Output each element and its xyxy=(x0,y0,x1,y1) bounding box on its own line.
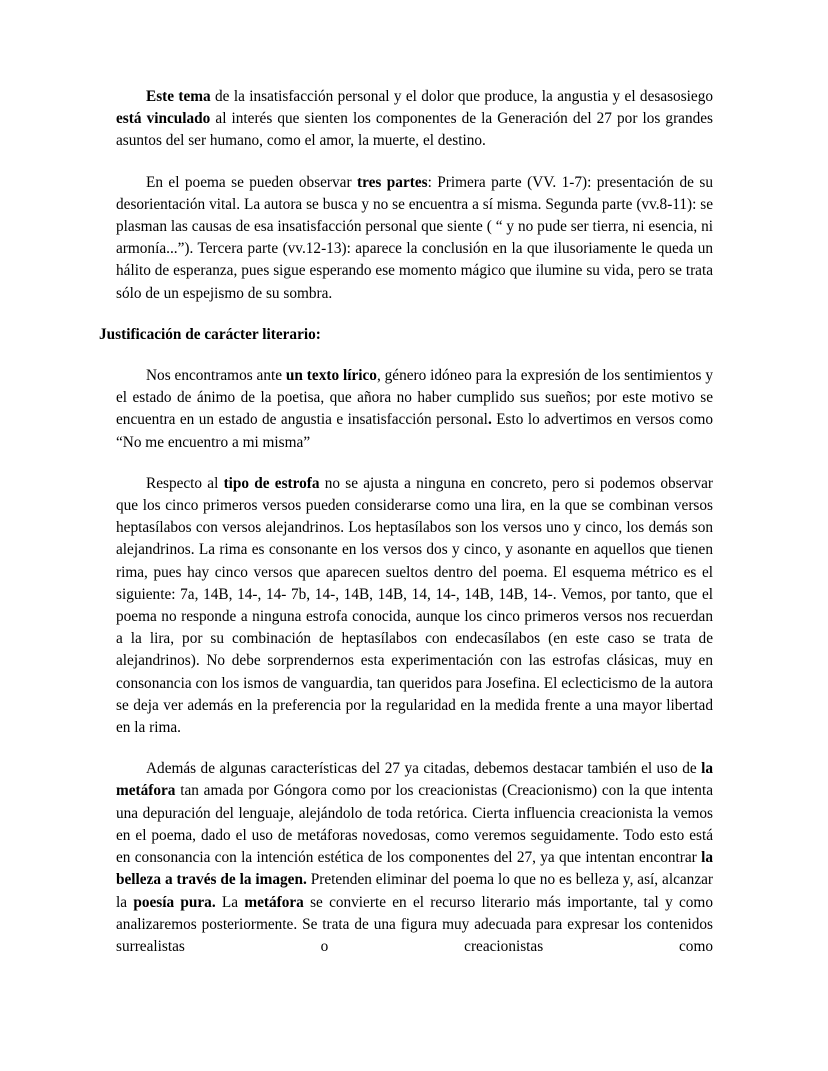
paragraph-text: se convierte en el recurso literario más importante, tal y como analizaremos posteriormente. Se trata de una figura muy adecuada para expresar los contenidos surrealistas o creacionistas como xyxy=(116,893,713,955)
bold-phrase: la belleza a través de la imagen. xyxy=(116,849,713,889)
paragraph-text: tan amada por Góngora como por los creacionistas (Creacionismo) con la que intenta una depuración del lenguaje, alejándolo de toda retórica. Cierta influencia creacionista la vemos en el poema, dado el uso de metáforas novedosas, como veremos seguidamente. Todo esto está en consonancia con la intención estética de los componentes del 27, ya que intentan encontrar xyxy=(116,782,713,867)
bold-phrase: poesía pura. xyxy=(133,893,216,911)
paragraph-text: : Primera parte (VV. 1-7): presentación de su desorientación vital. La autora se busca y no se encuentra a sí misma. Segunda parte (vv.8-11): se plasman las causas de esa insatisfacción personal que siente ( “ y no pude ser tierra, ni esencia, ni armonía...”). Tercera parte (vv.12-13): aparece la conclusión en la que ilusoriamente le queda un hálito de esperanza, pues sigue esperando ese momento mágico que ilumine su vida, pero se trata sólo de un espejismo de su sombra. xyxy=(116,173,713,302)
paragraph-text: al interés que sienten los componentes de la Generación del 27 por los grandes asuntos del ser humano, como el amor, la muerte, el destino. xyxy=(116,110,713,150)
paragraph-text: Nos encontramos ante xyxy=(146,367,286,385)
paragraph-structure xyxy=(116,172,713,305)
document-page xyxy=(99,86,714,958)
paragraph-theme xyxy=(116,86,713,153)
section-heading: Justificación de carácter literario: xyxy=(99,325,321,343)
paragraph-genre xyxy=(116,365,713,454)
bold-phrase: la metáfora xyxy=(116,760,713,800)
bold-phrase: tres partes xyxy=(357,173,428,191)
paragraph-text: Además de algunas características del 27 ya citadas, debemos destacar también el uso de xyxy=(146,760,702,778)
paragraph-metaphor xyxy=(116,758,713,958)
bold-phrase: . xyxy=(487,411,492,429)
bold-phrase: un texto lírico xyxy=(285,367,377,385)
bold-phrase: Este tema xyxy=(146,88,211,105)
bold-phrase: está vinculado xyxy=(116,110,211,128)
paragraph-stanza xyxy=(116,473,713,739)
paragraph-text: Respecto al xyxy=(146,474,224,492)
paragraph-text: En el poema se pueden observar xyxy=(146,173,357,191)
paragraph-text: no se ajusta a ninguna en concreto, pero si podemos observar que los cinco primeros versos pueden considerarse como una lira, en la que se combinan versos heptasílabos con versos alejandrinos. Los heptasílabos son los versos uno y cinco, los demás son alejandrinos. La rima es consonante en los versos dos y cinco, y asonante en aquellos que tienen rima, pues hay cinco versos que aparecen sueltos dentro del poema. El esquema métrico es el siguiente: 7a, 14B, 14-, 14- 7b, 14-, 14B, 14B, 14, 14-, 14B, 14B, 14-. Vemos, por tanto, que el poema no responde a ninguna estrofa conocida, aunque los cinco primeros versos nos recuerdan a la lira, por su combinación de heptasílabos con endecasílabos (en este caso se trata de alejandrinos). No debe sorprendernos esta experimentación con las estrofas clásicas, muy en consonancia con los ismos de vanguardia, tan queridos para Josefina. El eclecticismo de la autora se deja ver además en la preferencia por la regularidad en la medida frente a una mayor libertad en la rima. xyxy=(116,474,713,737)
bold-phrase: tipo de estrofa xyxy=(223,474,320,492)
paragraph-text: Esto lo advertimos en versos como “No me encuentro a mi misma” xyxy=(116,411,713,451)
paragraph-text: , género idóneo para la expresión de los sentimientos y el estado de ánimo de la poetisa, que añora no haber cumplido sus sueños; por este motivo se encuentra en un estado de angustia e insatisfacción personal xyxy=(116,367,714,429)
bold-phrase: metáfora xyxy=(244,893,304,911)
paragraph-text: La xyxy=(215,893,245,911)
paragraph-text: Pretenden eliminar del poema lo que no es belleza y, así, alcanzar la xyxy=(116,871,713,911)
paragraph-text: de la insatisfacción personal y el dolor que produce, la angustia y el desasosiego xyxy=(210,88,713,105)
